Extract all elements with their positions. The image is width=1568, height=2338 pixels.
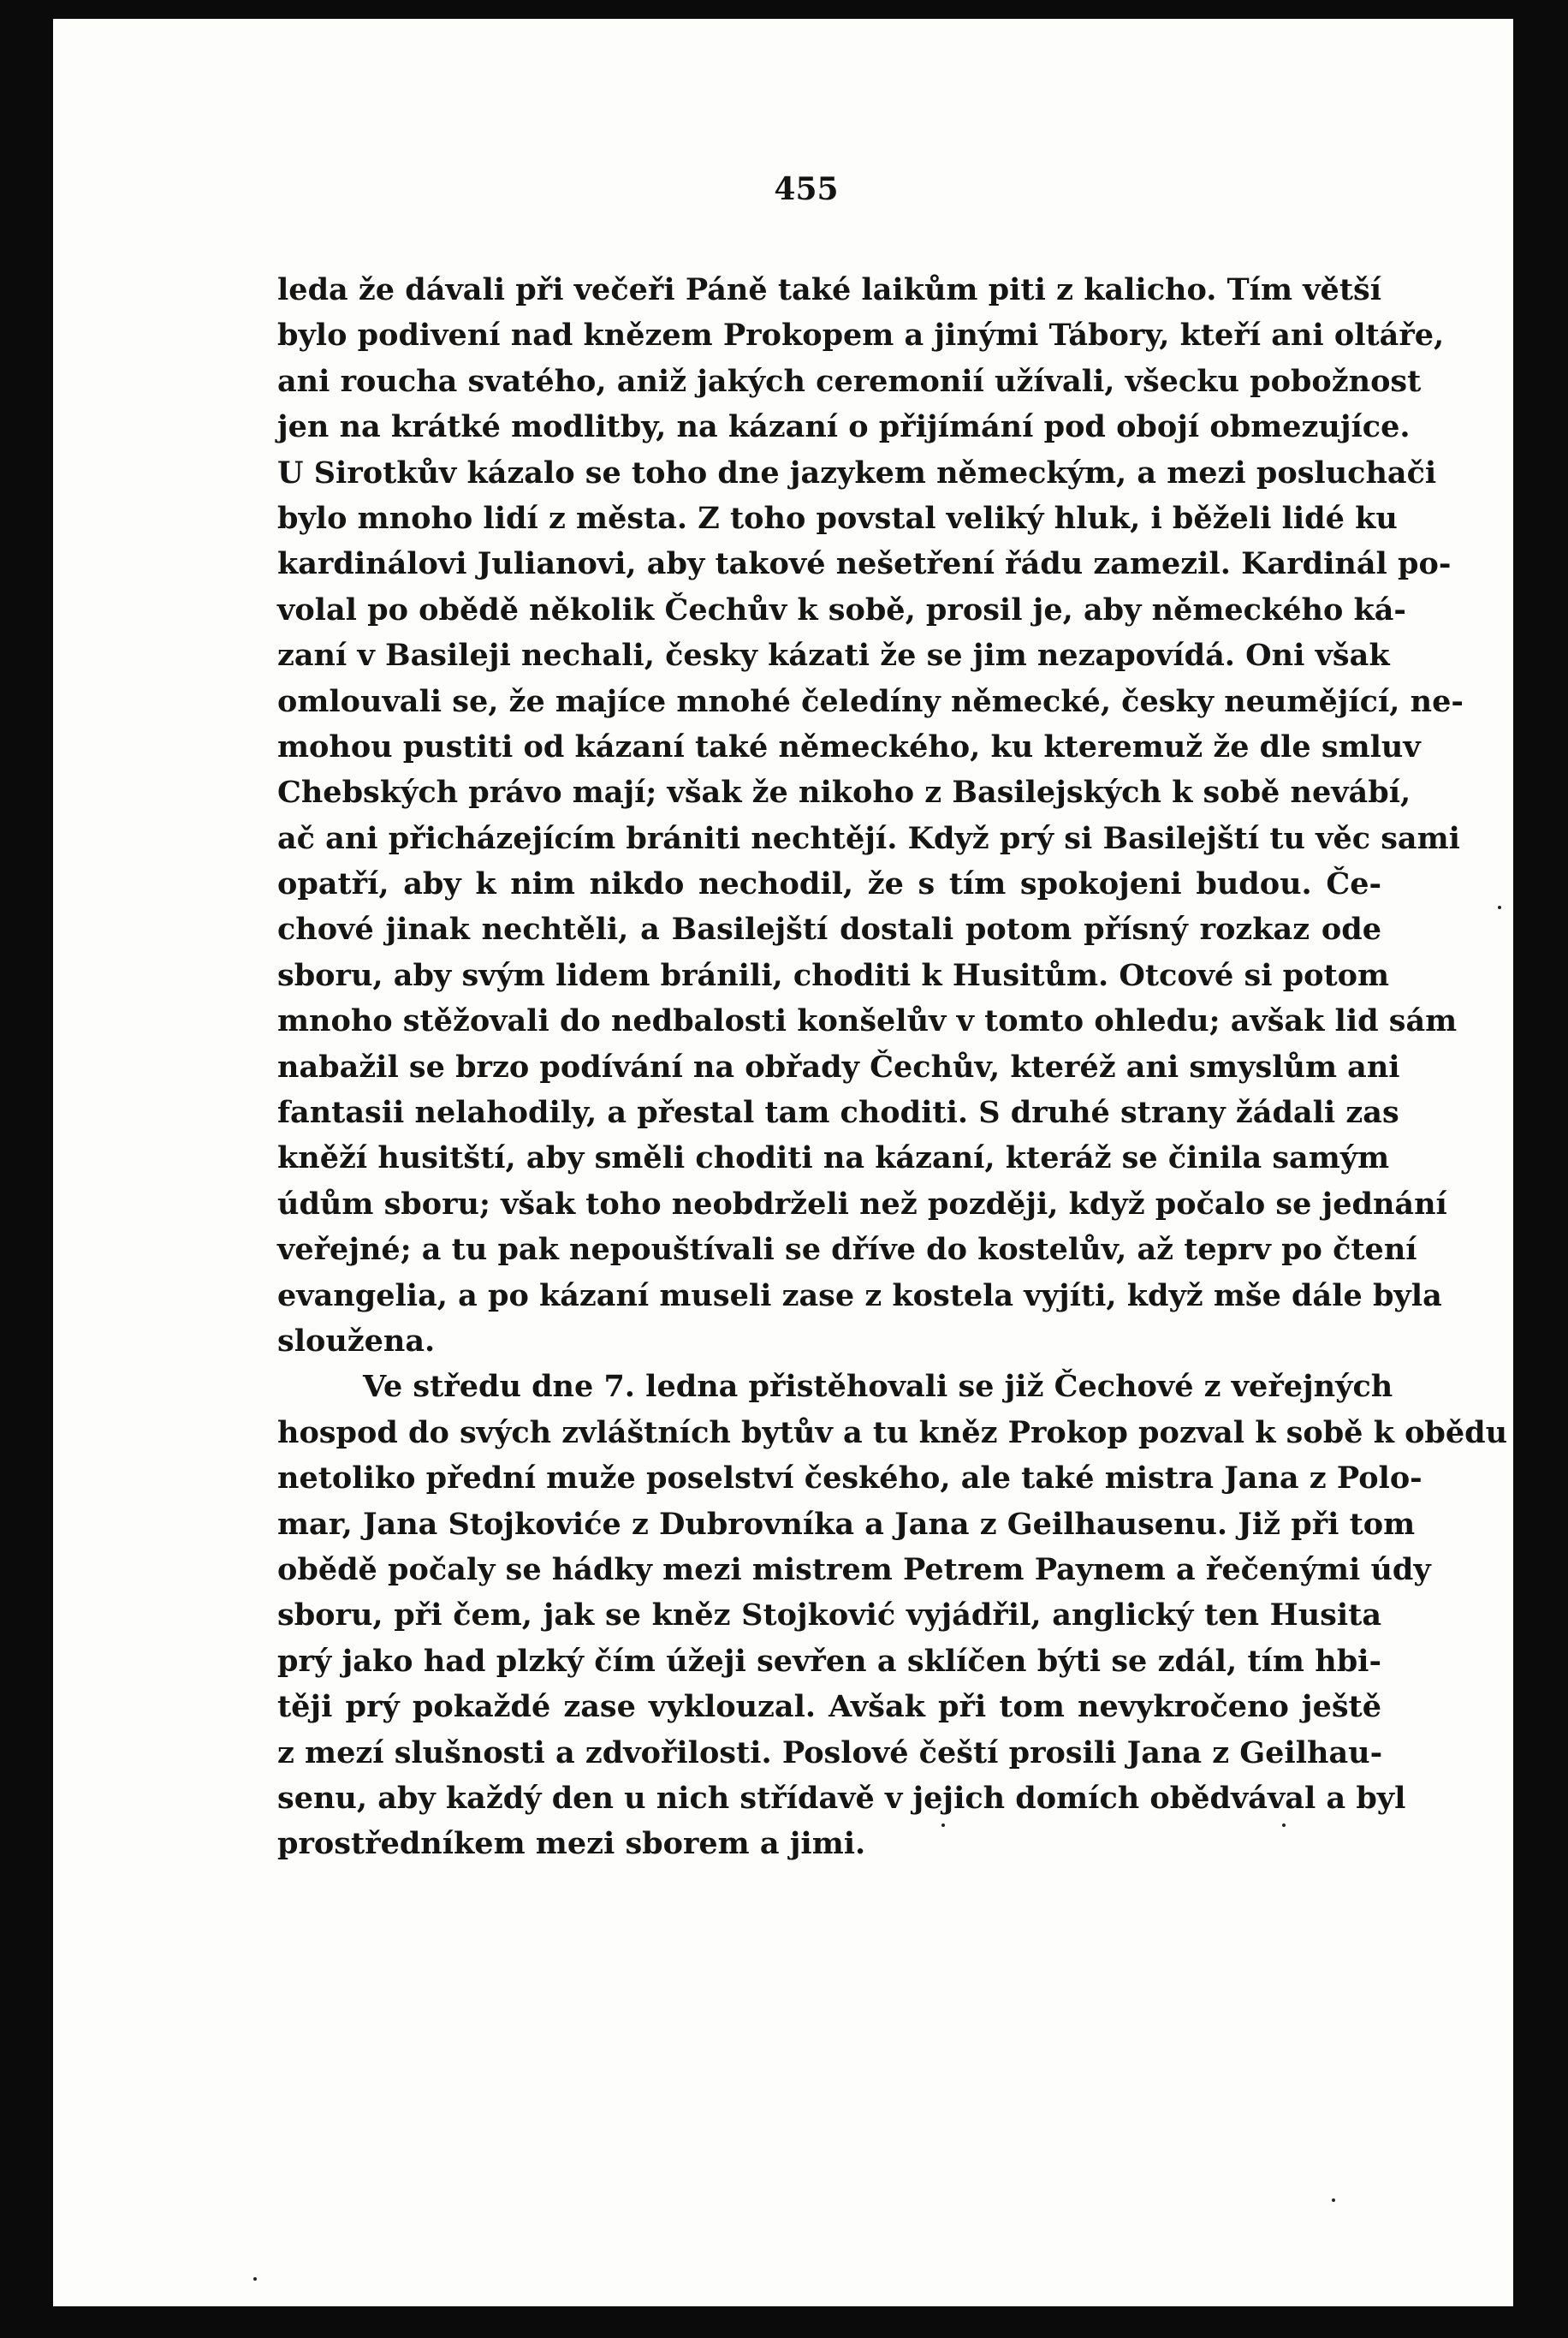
text-line: bylo podivení nad knězem Prokopem a jinými Tábory, kteří ani oltáře, [277, 318, 1445, 354]
text-line: prý jako had plzký čím úžeji sevřen a sklíčen býti se zdál, tím hbi- [277, 1643, 1381, 1679]
text-line: veřejné; a tu pak nepouštívali se dříve do kostelův, až teprv po čtení [277, 1232, 1417, 1268]
paragraph-1 [277, 267, 1464, 1364]
dust-speck [1332, 2198, 1335, 2202]
text-line: chové jinak nechtěli, a Basilejští dostali potom přísný rozkaz ode [277, 912, 1381, 948]
text-line: údům sboru; však toho neobdrželi než později, když počalo se jednání [277, 1186, 1447, 1222]
text-line: těji prý pokaždé zase vyklouzal. Avšak při tom nevykročeno ještě [277, 1689, 1381, 1725]
text-line: mohou pustiti od kázaní také německého, ku kteremuž že dle smluv [277, 729, 1421, 764]
text-line: kněží husitští, aby směli choditi na kázaní, kteráž se činila samým [277, 1140, 1390, 1176]
text-line: netoliko přední muže poselství českého, ale také mistra Jana z Polo- [277, 1461, 1422, 1496]
text-line: sloužena. [277, 1323, 436, 1359]
text-line: nabažil se brzo podívání na obřady Čechův, kteréž ani smyslům ani [277, 1049, 1400, 1085]
dust-speck [941, 1823, 945, 1827]
text-line: leda že dávali při večeři Páně také laikům piti z kalicho. Tím větší [277, 272, 1381, 307]
text-line: sboru, aby svým lidem bránili, choditi k Husitům. Otcové si potom [277, 957, 1390, 993]
text-line: z mezí slušnosti a zdvořilosti. Poslové čeští prosili Jana z Geilhau- [277, 1734, 1383, 1770]
text-line: sboru, při čem, jak se kněz Stojković vyjádřil, anglický ten Husita [277, 1597, 1381, 1633]
text-line: ač ani přicházejícím brániti nechtějí. Když prý si Basilejští tu věc sami [277, 820, 1460, 856]
dust-speck [1498, 906, 1501, 909]
body-text [277, 267, 1508, 1867]
dust-speck [253, 2277, 257, 2281]
text-line: kardinálovi Julianovi, aby takové nešetření řádu zamezil. Kardinál po- [277, 546, 1452, 582]
text-line: ani roucha svatého, aniž jakých ceremonií užívali, všecku pobožnost [277, 363, 1422, 399]
text-line: jen na krátké modlitby, na kázaní o přijímání pod obojí obmezujíce. [277, 409, 1411, 445]
text-line: obědě počaly se hádky mezi mistrem Petrem Paynem a řečenými údy [277, 1551, 1431, 1587]
text-line: Chebských právo mají; však že nikoho z Basilejských k sobě nevábí, [277, 775, 1411, 811]
text-line: bylo mnoho lidí z města. Z toho povstal veliký hluk, i běželi lidé ku [277, 500, 1398, 536]
text-line: hospod do svých zvláštních bytův a tu kněz Prokop pozval k sobě k obědu [277, 1414, 1508, 1450]
text-line: mar, Jana Stojkoviće z Dubrovníka a Jana z Geilhausenu. Již při tom [277, 1506, 1416, 1542]
dust-speck [1282, 1823, 1286, 1827]
text-line: fantasii nelahodily, a přestal tam choditi. S druhé strany žádali zas [277, 1095, 1399, 1131]
text-line: evangelia, a po kázaní museli zase z kostela vyjíti, když mše dále byla [277, 1277, 1442, 1313]
text-line: omlouvali se, že majíce mnohé čeledíny německé, česky neumějící, ne- [277, 683, 1464, 719]
text-line: senu, aby každý den u nich střídavě v jejich domích obědvával a byl [277, 1780, 1406, 1816]
text-line: mnoho stěžovali do nedbalosti konšelův v tomto ohledu; avšak lid sám [277, 1003, 1458, 1039]
text-line: U Sirotkův kázalo se toho dne jazykem německým, a mezi posluchači [277, 455, 1437, 491]
text-line: opatří, aby k nim nikdo nechodil, že s tím spokojeni budou. Če- [277, 866, 1381, 902]
text-line: zaní v Basileji nechali, česky kázati že se jim nezapovídá. Oni však [277, 638, 1390, 674]
text-line: prostředníkem mezi sborem a jimi. [277, 1826, 866, 1862]
paragraph-2 [277, 1364, 1508, 1866]
book-page [53, 19, 1513, 2306]
page-number: 455 [774, 171, 839, 207]
text-line: volal po obědě několik Čechův k sobě, prosil je, aby německého ká- [277, 592, 1406, 628]
text-line: Ve středu dne 7. ledna přistěhovali se již Čechové z veřejných [363, 1369, 1393, 1405]
